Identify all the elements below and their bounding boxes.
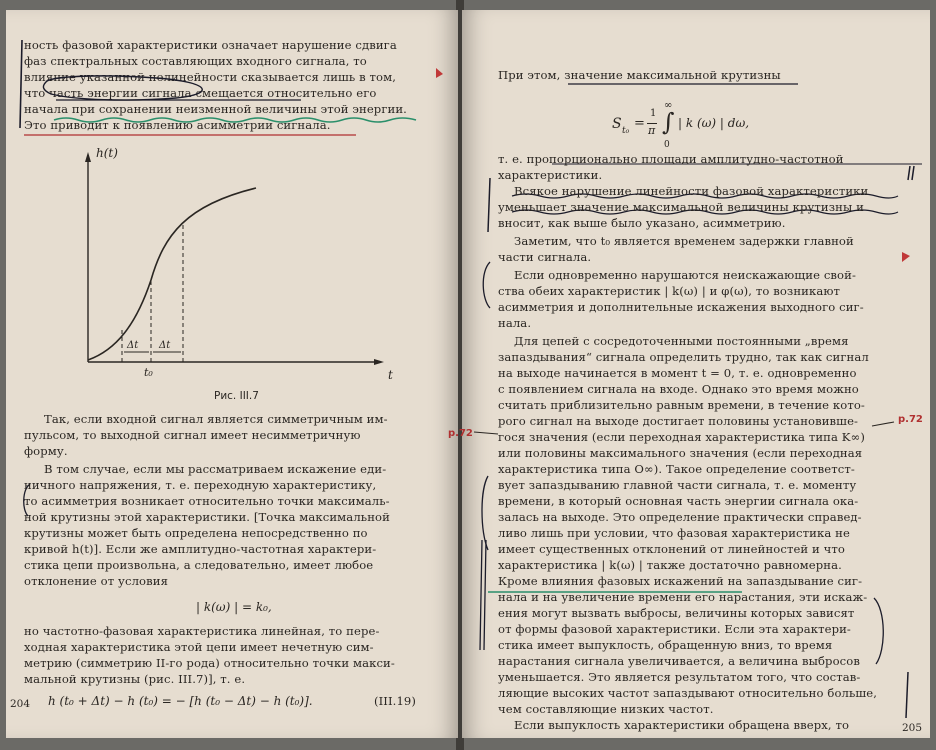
formula-equals: = [634,116,645,131]
rbody-22: времени, в который основная часть энергии сигнала ока- [498,494,859,508]
equation-k-omega: | k(ω) | = k₀, [196,600,272,614]
rbody-30: от формы фазовой характеристики. Если эта характери- [498,622,851,636]
rbody-24: ливо лишь при условии, что фазовая характеристика не [498,526,850,540]
rbody-31: стика имеет выпуклость, обращенную вниз, то время [498,638,833,652]
rbody-32: нарастания сигнала увеличивается, а величина выбросов [498,654,860,668]
y-axis-label: h(t) [96,146,118,160]
bracket-right-1 [488,178,490,232]
red-margin-mark [436,68,443,78]
rbody-16: считать приблизительно равным времени, в течение кото- [498,398,865,412]
body-line-1: Так, если входной сигнал является симметричным им- [44,412,388,426]
margin-note-2: р.72 [448,428,473,439]
intro-line: При этом, значение максимальной крутизны [498,68,781,82]
page-number-right: 205 [902,722,923,734]
rbody-17: рого сигнал на выходе достигает половины установившe- [498,414,859,428]
top-paragraph-line-2: фаз спектральных составляющих входного сигнала, то [24,54,367,68]
body-line-3: форму. [24,444,68,458]
formula-int-upper: ∞ [664,100,673,111]
rbody-18: гося значения (если переходная характеристика типа K∞) [498,430,865,444]
formula-sub: t₀ [622,126,630,136]
rbody-15: с появлением сигнала на входе. Однако это время можно [498,382,859,396]
dt-left-label: Δt [127,340,139,351]
body2-line-1: но частотно-фазовая характеристика линейная, то пере- [24,624,380,638]
body-line-4: В том случае, если мы рассматриваем искажение еди- [44,462,387,476]
top-paragraph-line-4: что часть энергии сигнала смещается относительно его [24,86,377,100]
rbody-7: части сигнала. [498,250,592,264]
body-line-11: отклонение от условия [24,574,168,588]
rbody-21: вует запаздыванию главной части сигнала, т. е. моменту [498,478,857,492]
rbody-29: ения могут вызвать выбросы, величины которых зависят [498,606,855,620]
hand-circle-annotation [43,76,202,100]
rbody-34: ляющие высоких частот запаздывают относительно больше, [498,686,878,700]
body-line-6: то асимметрия возникает относительно точки максималь- [24,494,390,508]
red-margin-mark-right [902,252,910,262]
rbody-13: запаздывания“ сигнала определить трудно, так как сигнал [498,350,869,364]
body-line-9: кривой h(t)]. Если же амплитудно-частотная характери- [24,542,377,556]
rbody-1: т. е. пропорционально площади амплитудно-частотной [498,152,844,166]
rbody-6: Заметим, что t₀ является временем задержки главной [514,234,854,248]
formula-int-lower: 0 [664,140,670,150]
body-line-5: ничного напряжения, т. е. переходную характеристику, [24,478,377,492]
formula-lhs: S [612,116,622,132]
rbody-11: нала. [498,316,532,330]
rbody-14: на выходе начинается в момент t = 0, т. е. одновременно [498,366,857,380]
rbody-12: Для цепей с сосредоточенными постоянными „время [514,334,849,348]
figure-caption: Рис. III.7 [214,390,259,402]
x-axis-arrow [374,359,384,365]
equation-number: (III.19) [374,694,417,708]
page-number-left: 204 [10,698,31,710]
rbody-27: Кроме влияния фазовых искажений на запаздывание сиг- [498,574,863,588]
body-line-2: пульсом, то выходной сигнал имеет несимметричную [24,428,361,442]
y-axis-arrow [85,152,91,162]
equation-iii-19: h (t₀ + Δt) − h (t₀) = − [h (t₀ − Δt) − h (t₀)]. [48,694,313,708]
rbody-19: или половины максимального значения (если переходная [498,446,863,460]
rbody-5: вносит, как выше было указано, асимметрию. [498,216,786,230]
formula-integrand: | k (ω) | dω, [678,116,750,130]
formula-max-slope [612,100,812,154]
rbody-28: нала и на увеличение времени его нарастания, эти искаж- [498,590,868,604]
brace-right-2 [483,262,490,308]
left-page [6,10,458,738]
bracket-right-6 [906,672,908,718]
hand-wavy-underline [54,118,416,122]
dt-right-label: Δt [159,340,171,351]
hand-margin-bracket [20,40,22,128]
top-paragraph-line-5: начала при сохранении неизменной величины этой энергии. [24,102,407,116]
body2-line-4: мальной крутизны (рис. III.7)], т. е. [24,672,246,686]
rbody-20: характеристика типа O∞). Такое определение соответст- [498,462,855,476]
rbody-8: Если одновременно нарушаются неискажающие свой- [514,268,856,282]
double-bar-mark [908,166,914,180]
bracket-right-4 [480,540,486,650]
right-page [448,10,930,738]
body-line-7: ной крутизны этой характеристики. [Точка максимальной [24,510,390,524]
integral-icon: ∫ [662,108,675,136]
arrow-to-note-2 [474,432,498,434]
brace-right-3 [482,476,488,550]
transient-response-curve [88,188,256,360]
arrow-to-note-1 [872,422,894,426]
top-paragraph-line-3: влияние указанной нелинейности сказывается лишь в том, [24,70,397,84]
body2-line-3: метрию (симметрию II-го рода) относительно точки макси- [24,656,395,670]
formula-frac-bar [647,123,657,124]
top-paragraph-line-1: ность фазовой характеристики означает нарушение сдвига [24,38,397,52]
formula-frac-num: 1 [650,108,657,119]
rbody-23: залась на выходе. Это определение практически справед- [498,510,862,524]
rbody-25: имеет существенных отклонений от линейностей и что [498,542,846,556]
rbody-2: характеристики. [498,168,603,182]
margin-note-1: р.72 [898,414,923,425]
rbody-36: Если выпуклость характеристики обращена вверх, то [514,718,850,732]
rbody-35: чем составляющие низких частот. [498,702,714,716]
top-paragraph-line-6: Это приводит к появлению асимметрии сигнала. [24,118,331,132]
t0-label: t₀ [144,366,153,379]
rbody-3: Всякое нарушение линейности фазовой характеристики [514,184,869,198]
brace-right-5 [874,598,883,664]
body-line-10: стика цепи произвольна, а следовательно, имеет любое [24,558,374,572]
rbody-9: ства обеих характеристик | k(ω) | и φ(ω), то возникают [498,284,841,298]
rbody-4: уменьшает значение максимальной величины крутизны и [498,200,864,214]
rbody-26: характеристика | k(ω) | также достаточно равномерна. [498,558,842,572]
body2-line-2: ходная характеристика этой цепи имеет нечетную сим- [24,640,374,654]
x-axis-label: t [388,368,393,382]
body-line-8: крутизны может быть определена непосредственно по [24,526,368,540]
rbody-10: асимметрия и дополнительные искажения выходного сиг- [498,300,864,314]
formula-frac-den: π [648,124,656,137]
rbody-33: уменьшается. Это является результатом того, что состав- [498,670,861,684]
